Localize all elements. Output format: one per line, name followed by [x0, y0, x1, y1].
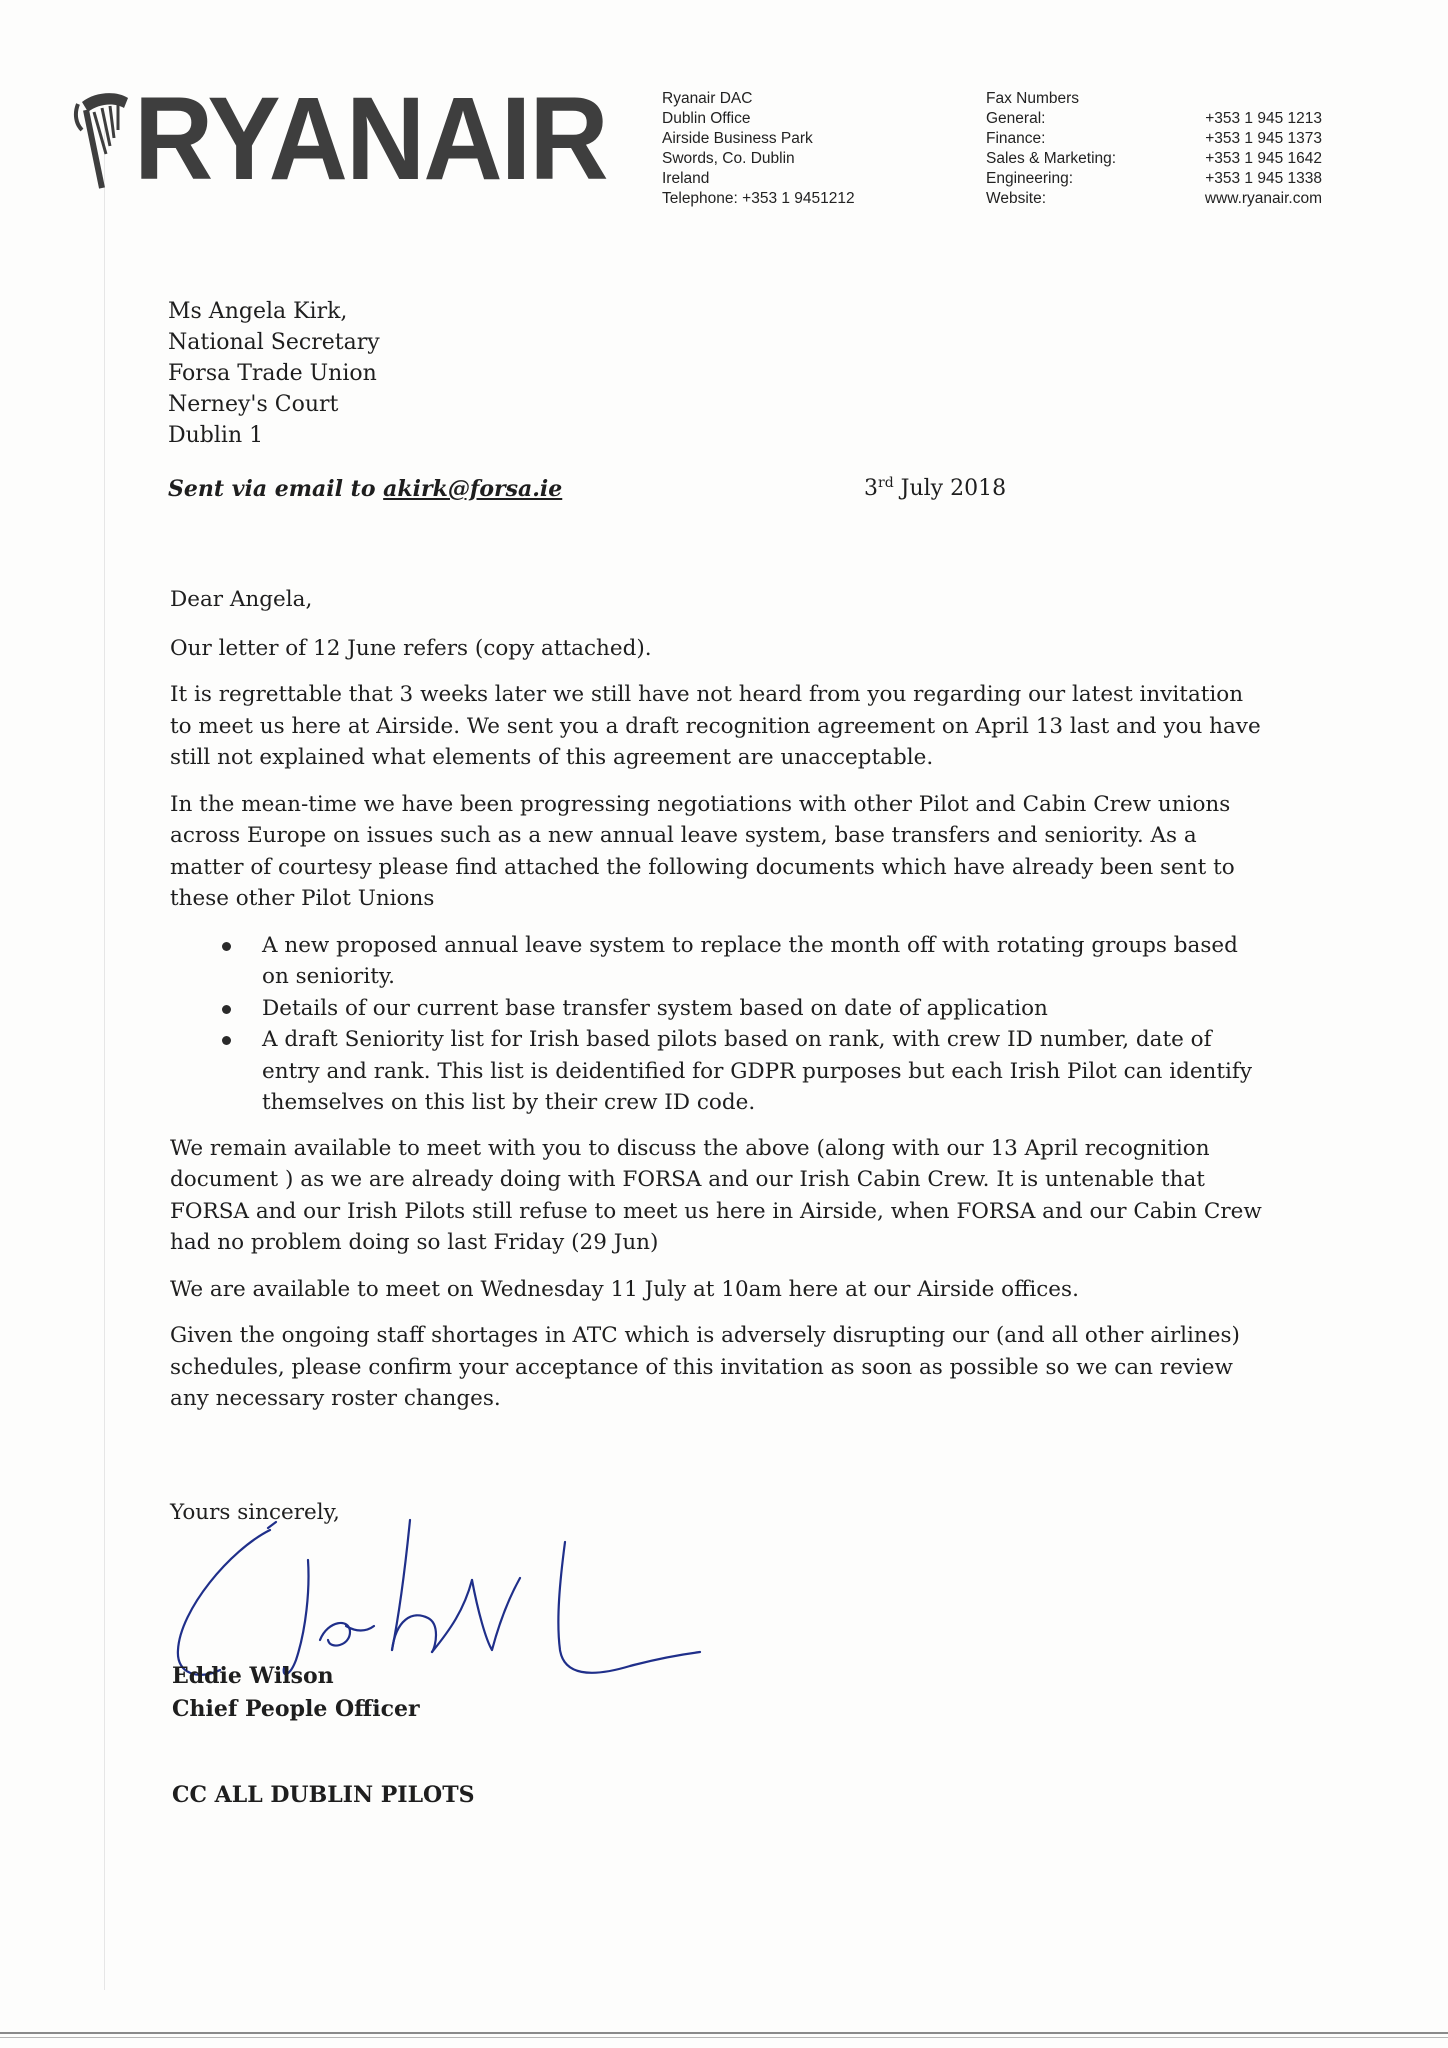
body-paragraph: It is regrettable that 3 weeks later we still have not heard from you regarding our latest invitation to meet us here at Airside. We sent you a draft recognition agreement on April 13 last and you have still not explained what elements of this agreement are unacceptable.	[170, 682, 1261, 770]
list-item	[170, 930, 1270, 993]
address-line: Ireland	[662, 170, 710, 187]
attachments-list	[170, 930, 1270, 1119]
list-item	[170, 993, 1270, 1025]
company-address	[662, 89, 855, 209]
cc-line: CC ALL DUBLIN PILOTS	[172, 1782, 475, 1808]
signer-block	[172, 1660, 420, 1726]
fax-label: General:	[986, 110, 1046, 127]
body-paragraph: In the mean-time we have been progressing negotiations with other Pilot and Cabin Crew unions across Europe on issues such as a new annual leave system, base transfers and seniority. As a matter of courtesy please find attached the following documents which have already been sent to these other Pilot Unions	[170, 791, 1235, 911]
recipient-line: National Secretary	[168, 330, 380, 355]
logo-wordmark: RYANAIR	[134, 73, 607, 205]
recipient-line: Nerney's Court	[168, 392, 339, 417]
body-paragraph: Given the ongoing staff shortages in ATC which is adversely disrupting our (and all other airlines) schedules, please confirm your acceptance of this invitation as soon as possible so we can review any necessary roster changes.	[170, 1323, 1240, 1411]
letter-body	[170, 584, 1270, 1430]
body-paragraph: We remain available to meet with you to discuss the above (along with our 13 April recognition document ) as we are already doing with FORSA and our Irish Cabin Crew. It is untenable that FORSA and our Irish Pilots still refuse to meet us here in Airside, when FORSA and our Cabin Crew had no problem doing so last Friday (29 Jun)	[170, 1135, 1262, 1255]
fax-numbers-table	[986, 109, 1322, 209]
body-paragraph: We are available to meet on Wednesday 11 July at 10am here at our Airside offices.	[170, 1276, 1079, 1302]
signer-title: Chief People Officer	[172, 1696, 420, 1722]
recipient-address	[168, 296, 380, 451]
recipient-line: Dublin 1	[168, 423, 264, 448]
fax-label: Finance:	[986, 130, 1046, 147]
recipient-line: Forsa Trade Union	[168, 361, 377, 386]
fax-value: +353 1 945 1338	[1205, 170, 1322, 187]
fax-row	[986, 109, 1322, 129]
telephone-line: Telephone: +353 1 9451212	[662, 190, 855, 207]
address-line: Dublin Office	[662, 110, 751, 127]
fax-row	[986, 189, 1322, 209]
fax-row	[986, 129, 1322, 149]
letter-date	[864, 476, 1006, 501]
ryanair-logo	[72, 73, 642, 205]
bullet-icon	[222, 1036, 231, 1045]
fax-value: +353 1 945 1373	[1205, 130, 1322, 147]
date-suffix: rd	[878, 475, 894, 491]
bullet-icon	[222, 942, 231, 951]
list-item-text: A draft Seniority list for Irish based pilots based on rank, with crew ID number, date of entry and rank. This list is deidentified for GDPR purposes but each Irish Pilot can identify themselves on this list by their crew ID code.	[262, 1027, 1253, 1115]
email-link[interactable]: akirk@forsa.ie	[383, 476, 563, 502]
recipient-name: Ms Angela Kirk,	[168, 299, 348, 324]
fax-row	[986, 149, 1322, 169]
sent-via-line	[168, 476, 562, 502]
address-line: Swords, Co. Dublin	[662, 150, 795, 167]
bullet-icon	[222, 1005, 231, 1014]
website-link[interactable]: www.ryanair.com	[1204, 190, 1322, 207]
footer-rule	[0, 2032, 1448, 2034]
harp-icon	[72, 84, 132, 194]
website-label: Website:	[986, 190, 1047, 207]
fax-numbers-title: Fax Numbers	[986, 90, 1080, 107]
date-day: 3	[864, 476, 878, 501]
body-paragraph: Our letter of 12 June refers (copy attached).	[170, 635, 652, 661]
fax-row	[986, 169, 1322, 189]
closing: Yours sincerely,	[170, 1500, 340, 1525]
salutation: Dear Angela,	[170, 587, 313, 612]
signer-name: Eddie Wilson	[172, 1663, 334, 1689]
list-item-text: A new proposed annual leave system to replace the month off with rotating groups based on seniority.	[262, 932, 1238, 989]
address-line: Ryanair DAC	[662, 90, 753, 107]
date-rest: July 2018	[900, 476, 1007, 501]
fax-label: Sales & Marketing:	[986, 150, 1117, 167]
fax-value: +353 1 945 1642	[1205, 150, 1322, 167]
fax-value: +353 1 945 1213	[1205, 110, 1322, 127]
list-item	[170, 1024, 1270, 1119]
address-line: Airside Business Park	[662, 130, 813, 147]
fax-label: Engineering:	[986, 170, 1074, 187]
scan-margin-line	[104, 120, 105, 1990]
list-item-text: Details of our current base transfer system based on date of application	[262, 995, 1048, 1021]
sent-via-prefix: Sent via email to	[168, 476, 376, 502]
footer-rule	[0, 2037, 1448, 2038]
